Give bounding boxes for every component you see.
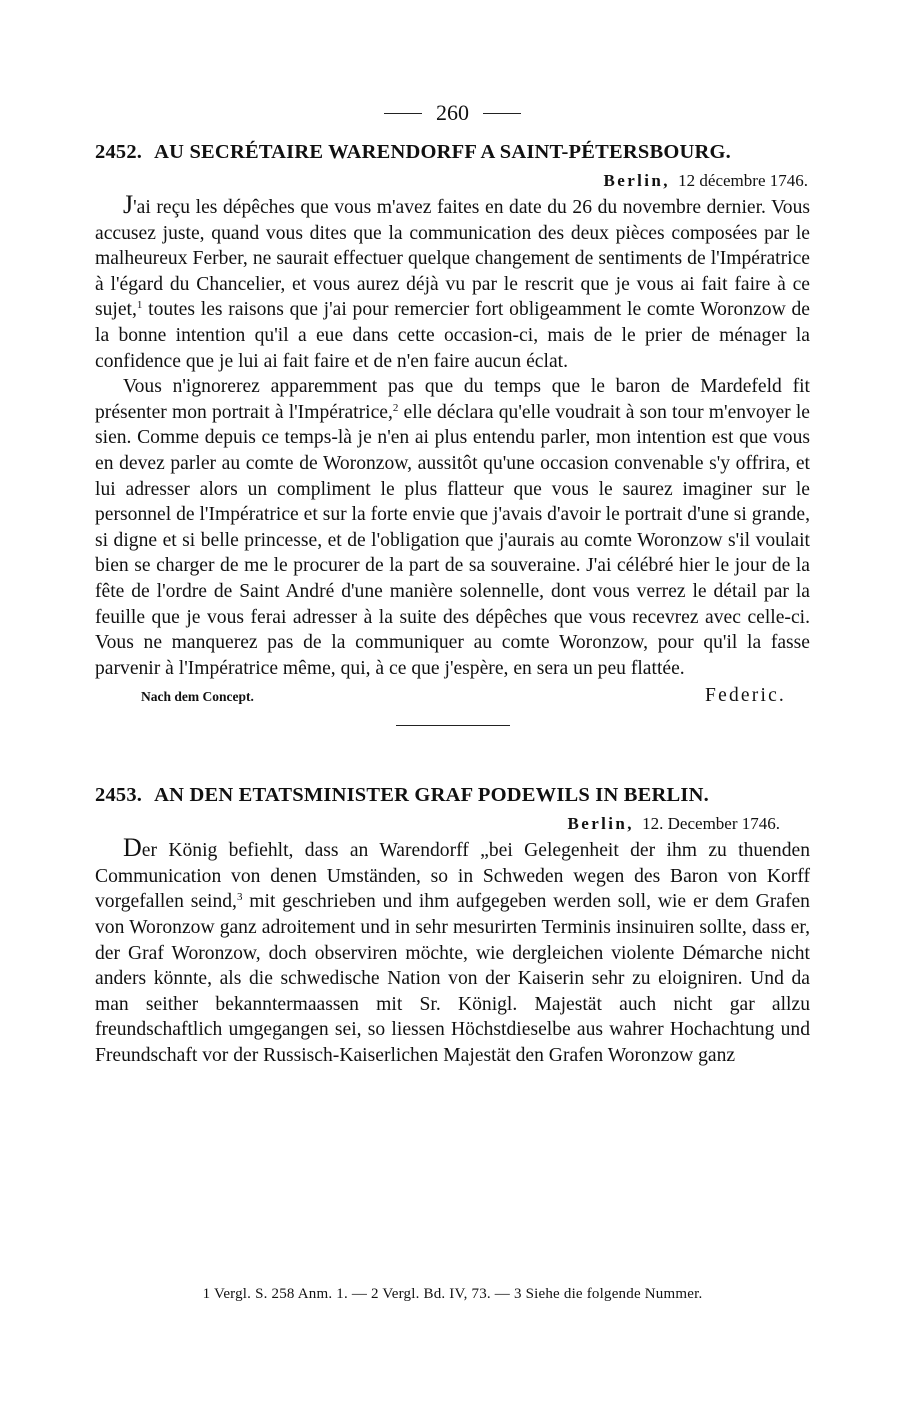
letter-body [95, 833, 810, 1068]
paragraph [95, 374, 810, 681]
paragraph [95, 833, 810, 1068]
letter-2452 [95, 137, 810, 726]
signature: Federic. [705, 685, 786, 707]
dateline-place: Berlin, [567, 814, 634, 834]
letter-heading: AU SECRÉTAIRE WARENDORFF A SAINT-PÉTERSBOURG. [154, 141, 731, 163]
letter-number: 2453. [95, 784, 143, 807]
dateline [95, 810, 810, 838]
dateline-place: Berlin, [603, 171, 670, 190]
header-rule-left [384, 113, 422, 114]
letter-heading: AN DEN ETATSMINISTER GRAF PODEWILS IN BERLIN. [154, 784, 709, 807]
footnotes: 1 Vergl. S. 258 Anm. 1. — 2 Vergl. Bd. IV, 73. — 3 Siehe die folgende Nummer. [202, 1286, 703, 1302]
paragraph [95, 190, 810, 374]
letter-title [95, 137, 810, 167]
page [95, 95, 810, 1069]
dateline-date: 12 décembre 1746. [678, 171, 808, 190]
paragraph-text: mit geschrieben und ihm aufgegeben werden soll, wie er dem Grafen von Woronzow ganz adroitement und in sehr mesurirten Terminis insinuiren sollte, dass er, der Graf Woronzow, doch observiren möchte, wie dergleichen violente Démarche nicht anders könnte, als die schwedische Nation von der Kaiserin sehr zu eloigniren. Und da man seither bekanntermaassen mit Sr. Königl. Majestät auch nicht gar allzu freundschaftlich umgegangen sei, so liessen Höchstdieselbe aus wahrer Hochachtung und Freundschaft vor der Russisch-Kaiserlichen Majestät den Grafen Woronzow ganz [95, 891, 810, 1067]
paragraph-text: 'ai reçu les dépêches que vous m'avez faites en date du 26 du novembre dernier. Vous accusez juste, quand vous dites que la communication des deux pièces composées par le malheureux Ferber, ne saurait effectuer quelque changement de sentiments de l'Impératrice à l'égard du Chancelier, et vous aurez déjà vu par le rescrit que je vous ai fait faire à ce sujet, [95, 197, 810, 321]
footnote-ref: 3 [236, 891, 243, 904]
initial-letter: D [123, 833, 142, 863]
letter-body [95, 190, 810, 681]
dateline-date: 12. December 1746. [642, 814, 780, 834]
source-note: Nach dem Concept. [141, 689, 254, 705]
footnote-ref: 2 [392, 401, 399, 414]
letter-2453 [95, 780, 810, 1068]
letter-title [95, 780, 810, 810]
page-number: 260 [436, 100, 469, 125]
initial-letter: J [123, 190, 134, 219]
header-rule-right [483, 113, 521, 114]
spacer [95, 726, 810, 780]
footnote-ref: 1 [136, 299, 143, 312]
page-header [95, 95, 810, 131]
letter-number: 2452. [95, 141, 143, 163]
dateline [95, 167, 810, 195]
paragraph-text: elle déclara qu'elle voudrait à son tour m'envoyer le sien. Comme depuis ce temps-là je n'en ai plus entendu parler, mon intention est que vous en devez parler au comte de Woronzow, aussitôt qu'une occasion convenable s'y offrira, et lui adresser alors un compliment le plus flatteur que vous le saurez imaginer sur le personnel de l'Impératrice et sur la forte envie que j'avais d'avoir le portrait d'une si grande, si digne et si belle princesse, et de l'obligation que j'aurais au comte Woronzow s'il voulait bien se charger de me le procurer de la part de sa souveraine. J'ai célébré hier le jour de la fête de l'ordre de Saint André d'une manière solennelle, dont vous verrez le détail par la feuille que je vous ferai adresser à la suite des dépêches que vous recevrez avec celle-ci. Vous ne manquerez pas de la communiquer au comte Woronzow, pour qu'il la fasse parvenir à l'Impératrice même, qui, à ce que j'espère, en sera un peu flattée. [95, 401, 810, 679]
paragraph-text: toutes les raisons que j'ai pour remercier fort obligeamment le comte Woronzow de la bonne intention qu'il a eue dans cette occasion-ci, mais de le prier de ménager la confidence que je lui ai fait faire et de n'en faire aucun éclat. [95, 299, 810, 372]
paragraph-text: er König befiehlt, dass an Warendorff „bei Gelegenheit der ihm zu thuenden Communication von denen Umständen, so in Schweden wegen des Baron von Korff vorgefallen seind, [95, 840, 810, 913]
paragraph-text: Vous n'ignorerez apparemment pas que du temps que le baron de Mardefeld fit présenter mon portrait à l'Impératrice, [95, 376, 810, 423]
signoff [95, 685, 810, 707]
